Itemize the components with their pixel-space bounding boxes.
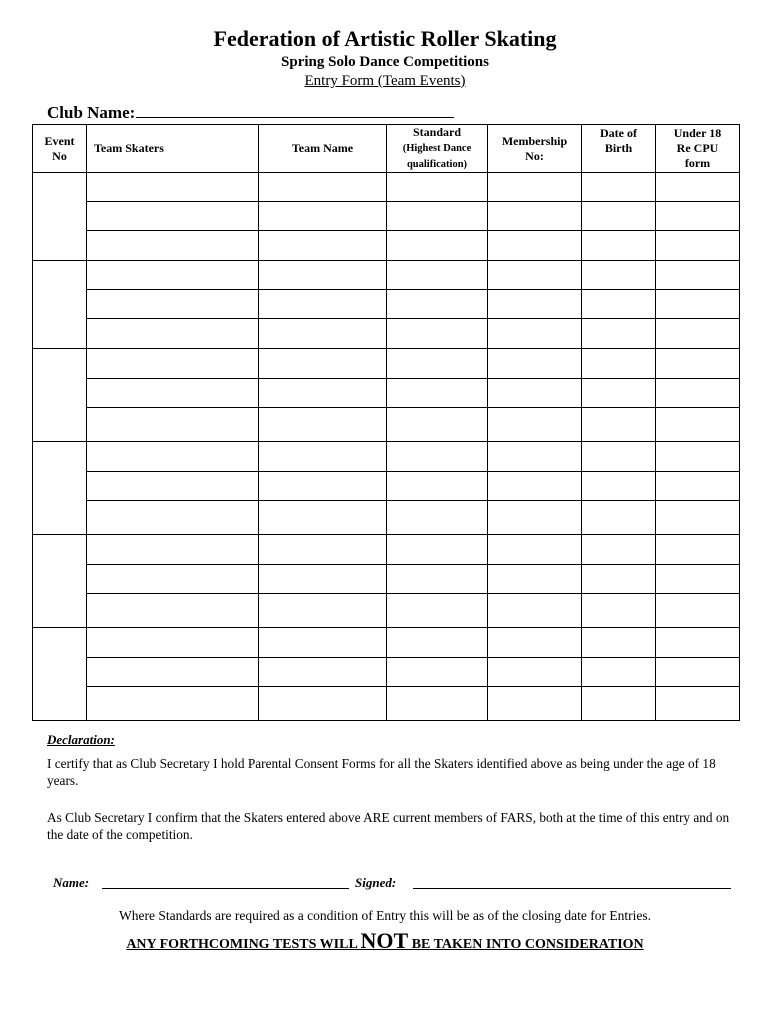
table-row	[33, 472, 740, 501]
table-row	[33, 290, 740, 319]
col-date-of-birth: Date of Birth	[582, 125, 656, 173]
under18-cpu-cell[interactable]	[656, 687, 740, 721]
date-of-birth-cell[interactable]	[582, 658, 656, 687]
standard-cell[interactable]	[387, 628, 488, 658]
table-header-row	[33, 125, 740, 173]
team-name-cell[interactable]	[259, 658, 387, 687]
form-title: Federation of Artistic Roller Skating	[213, 26, 557, 51]
col-team-name: Team Name	[259, 125, 387, 173]
team-name-cell[interactable]	[259, 687, 387, 721]
table-row	[33, 687, 740, 721]
team-skater-cell[interactable]	[87, 501, 259, 535]
membership-no-cell[interactable]	[488, 173, 582, 202]
table-row	[33, 231, 740, 261]
team-name-cell[interactable]	[259, 290, 387, 319]
date-of-birth-cell[interactable]	[582, 349, 656, 379]
date-of-birth-cell[interactable]	[582, 379, 656, 408]
event-no-cell[interactable]	[33, 628, 87, 721]
under18-cpu-cell[interactable]	[656, 594, 740, 628]
standard-cell[interactable]	[387, 231, 488, 261]
team-skater-cell[interactable]	[87, 535, 259, 565]
under18-cpu-cell[interactable]	[656, 231, 740, 261]
date-of-birth-cell[interactable]	[582, 261, 656, 290]
date-of-birth-cell[interactable]	[582, 565, 656, 594]
under18-cpu-cell[interactable]	[656, 290, 740, 319]
team-skater-cell[interactable]	[87, 408, 259, 442]
team-name-cell[interactable]	[259, 231, 387, 261]
date-of-birth-cell[interactable]	[582, 472, 656, 501]
standard-cell[interactable]	[387, 472, 488, 501]
name-label: Name:	[53, 875, 90, 890]
col-standard: Standard (Highest Dance qualification)	[387, 125, 488, 173]
event-no-cell[interactable]	[33, 535, 87, 628]
date-of-birth-cell[interactable]	[582, 442, 656, 472]
under18-cpu-cell[interactable]	[656, 501, 740, 535]
table-row	[33, 501, 740, 535]
team-name-cell[interactable]	[259, 565, 387, 594]
team-skater-cell[interactable]	[87, 290, 259, 319]
table-row	[33, 628, 740, 658]
event-no-cell[interactable]	[33, 349, 87, 442]
col-team-skaters: Team Skaters	[87, 125, 259, 173]
membership-no-cell[interactable]	[488, 408, 582, 442]
team-skater-cell[interactable]	[87, 687, 259, 721]
standard-cell[interactable]	[387, 565, 488, 594]
under18-cpu-cell[interactable]	[656, 442, 740, 472]
standard-cell[interactable]	[387, 408, 488, 442]
table-row	[33, 319, 740, 349]
table-row	[33, 442, 740, 472]
standard-cell[interactable]	[387, 442, 488, 472]
date-of-birth-cell[interactable]	[582, 173, 656, 202]
declaration-consent-text: I certify that as Club Secretary I hold Parental Consent Forms for all the Skaters identified above as being under the age of 18 years.	[47, 756, 716, 788]
standard-cell[interactable]	[387, 687, 488, 721]
team-skater-cell[interactable]	[87, 442, 259, 472]
standard-cell[interactable]	[387, 501, 488, 535]
date-of-birth-cell[interactable]	[582, 290, 656, 319]
membership-no-cell[interactable]	[488, 231, 582, 261]
membership-no-cell[interactable]	[488, 349, 582, 379]
not-emphasis: NOT	[360, 928, 409, 953]
table-row	[33, 658, 740, 687]
membership-no-cell[interactable]	[488, 594, 582, 628]
declaration-heading: Declaration:	[47, 732, 115, 747]
team-name-cell[interactable]	[259, 261, 387, 290]
under18-cpu-cell[interactable]	[656, 408, 740, 442]
membership-no-cell[interactable]	[488, 565, 582, 594]
standard-cell[interactable]	[387, 319, 488, 349]
form-subtitle: Spring Solo Dance Competitions	[281, 54, 489, 70]
date-of-birth-cell[interactable]	[582, 535, 656, 565]
team-skater-cell[interactable]	[87, 594, 259, 628]
team-name-cell[interactable]	[259, 319, 387, 349]
standard-cell[interactable]	[387, 535, 488, 565]
date-of-birth-cell[interactable]	[582, 687, 656, 721]
date-of-birth-cell[interactable]	[582, 408, 656, 442]
under18-cpu-cell[interactable]	[656, 173, 740, 202]
col-membership-no: Membership No:	[488, 125, 582, 173]
team-skater-cell[interactable]	[87, 565, 259, 594]
table-row	[33, 408, 740, 442]
team-name-cell[interactable]	[259, 349, 387, 379]
under18-cpu-cell[interactable]	[656, 349, 740, 379]
team-skater-cell[interactable]	[87, 231, 259, 261]
under18-cpu-cell[interactable]	[656, 658, 740, 687]
team-name-cell[interactable]	[259, 379, 387, 408]
team-skater-cell[interactable]	[87, 202, 259, 231]
date-of-birth-cell[interactable]	[582, 501, 656, 535]
membership-no-cell[interactable]	[488, 628, 582, 658]
date-of-birth-cell[interactable]	[582, 231, 656, 261]
standard-cell[interactable]	[387, 290, 488, 319]
under18-cpu-cell[interactable]	[656, 535, 740, 565]
membership-no-cell[interactable]	[488, 472, 582, 501]
standard-cell[interactable]	[387, 658, 488, 687]
membership-no-cell[interactable]	[488, 501, 582, 535]
under18-cpu-cell[interactable]	[656, 202, 740, 231]
team-name-cell[interactable]	[259, 173, 387, 202]
membership-no-cell[interactable]	[488, 290, 582, 319]
standard-cell[interactable]	[387, 594, 488, 628]
standard-cell[interactable]	[387, 349, 488, 379]
membership-no-cell[interactable]	[488, 658, 582, 687]
team-skater-cell[interactable]	[87, 658, 259, 687]
team-skater-cell[interactable]	[87, 628, 259, 658]
club-name-row	[47, 103, 454, 123]
under18-cpu-cell[interactable]	[656, 319, 740, 349]
tests-warning: ANY FORTHCOMING TESTS WILL NOT BE TAKEN INTO CONSIDERATION	[126, 928, 644, 953]
team-skater-cell[interactable]	[87, 472, 259, 501]
team-name-cell[interactable]	[259, 472, 387, 501]
team-name-cell[interactable]	[259, 501, 387, 535]
under18-cpu-cell[interactable]	[656, 261, 740, 290]
membership-no-cell[interactable]	[488, 261, 582, 290]
date-of-birth-cell[interactable]	[582, 319, 656, 349]
table-row	[33, 535, 740, 565]
col-event-no: Event No	[33, 125, 87, 173]
date-of-birth-cell[interactable]	[582, 594, 656, 628]
under18-cpu-cell[interactable]	[656, 379, 740, 408]
team-name-cell[interactable]	[259, 594, 387, 628]
team-name-cell[interactable]	[259, 408, 387, 442]
team-skater-cell[interactable]	[87, 261, 259, 290]
team-name-cell[interactable]	[259, 535, 387, 565]
team-skater-cell[interactable]	[87, 349, 259, 379]
form-name: Entry Form (Team Events)	[304, 73, 466, 89]
standard-cell[interactable]	[387, 202, 488, 231]
col-under18-cpu: Under 18 Re CPU form	[656, 125, 740, 173]
signature-field[interactable]	[413, 888, 731, 889]
club-name-field[interactable]	[136, 103, 454, 118]
club-name-label: Club Name:	[47, 103, 136, 122]
team-name-cell[interactable]	[259, 202, 387, 231]
table-row	[33, 565, 740, 594]
membership-no-cell[interactable]	[488, 202, 582, 231]
team-skater-cell[interactable]	[87, 173, 259, 202]
team-name-cell[interactable]	[259, 628, 387, 658]
team-skater-cell[interactable]	[87, 379, 259, 408]
standards-note: Where Standards are required as a condition of Entry this will be as of the closing date for Entries.	[119, 908, 651, 923]
membership-no-cell[interactable]	[488, 319, 582, 349]
event-no-cell[interactable]	[33, 173, 87, 261]
standard-cell[interactable]	[387, 173, 488, 202]
standard-cell[interactable]	[387, 379, 488, 408]
declaration-membership-text: As Club Secretary I confirm that the Skaters entered above ARE current members of FARS, both at the time of this entry and on the date of the competition.	[47, 810, 730, 842]
event-no-cell[interactable]	[33, 261, 87, 349]
under18-cpu-cell[interactable]	[656, 628, 740, 658]
table-row	[33, 349, 740, 379]
date-of-birth-cell[interactable]	[582, 628, 656, 658]
membership-no-cell[interactable]	[488, 687, 582, 721]
team-entry-table	[32, 124, 740, 721]
table-row	[33, 379, 740, 408]
membership-no-cell[interactable]	[488, 442, 582, 472]
name-field[interactable]	[102, 888, 349, 889]
team-skater-cell[interactable]	[87, 319, 259, 349]
standard-cell[interactable]	[387, 261, 488, 290]
membership-no-cell[interactable]	[488, 535, 582, 565]
membership-no-cell[interactable]	[488, 379, 582, 408]
table-row	[33, 202, 740, 231]
date-of-birth-cell[interactable]	[582, 202, 656, 231]
event-no-cell[interactable]	[33, 442, 87, 535]
signed-label: Signed:	[355, 875, 397, 890]
table-row	[33, 173, 740, 202]
team-name-cell[interactable]	[259, 442, 387, 472]
table-row	[33, 261, 740, 290]
under18-cpu-cell[interactable]	[656, 472, 740, 501]
table-row	[33, 594, 740, 628]
under18-cpu-cell[interactable]	[656, 565, 740, 594]
